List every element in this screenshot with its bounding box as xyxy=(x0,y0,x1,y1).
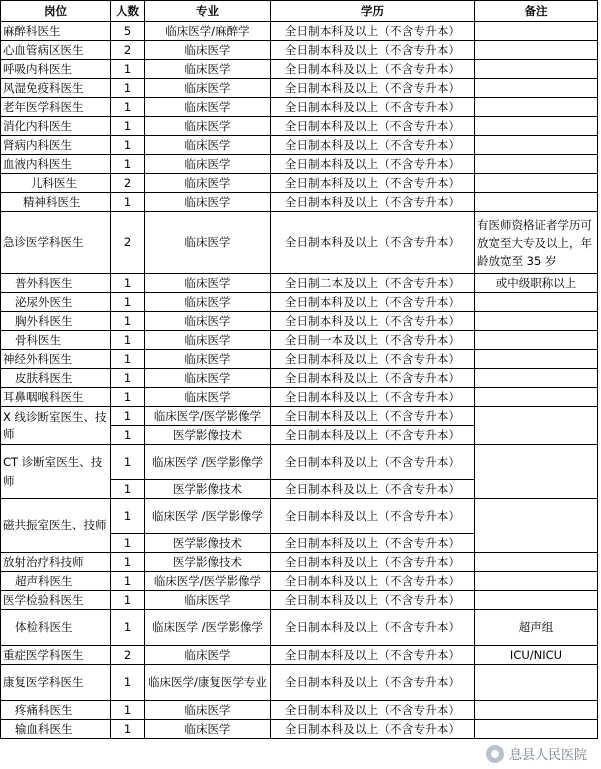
edu-cell: 全日制本科及以上（不含专升本） xyxy=(271,572,475,591)
note-cell xyxy=(475,407,598,445)
table-row xyxy=(1,572,598,591)
note-cell xyxy=(475,369,598,388)
note-cell xyxy=(475,350,598,369)
table-row xyxy=(1,155,598,174)
major-cell: 临床医学 xyxy=(145,193,271,212)
note-cell: ICU/NICU xyxy=(475,646,598,665)
edu-cell: 全日制本科及以上（不含专升本） xyxy=(271,22,475,41)
num-cell: 2 xyxy=(111,212,145,274)
edu-cell: 全日制本科及以上（不含专升本） xyxy=(271,60,475,79)
edu-cell: 全日制本科及以上（不含专升本） xyxy=(271,646,475,665)
table-row xyxy=(1,98,598,117)
major-cell: 临床医学/康复医学专业 xyxy=(145,665,271,701)
major-cell: 临床医学 xyxy=(145,79,271,98)
table-row xyxy=(1,445,598,480)
note-cell xyxy=(475,553,598,572)
major-cell: 临床医学 xyxy=(145,155,271,174)
table-row xyxy=(1,553,598,572)
table-row xyxy=(1,136,598,155)
table-row xyxy=(1,293,598,312)
num-cell: 1 xyxy=(111,534,145,553)
edu-cell: 全日制本科及以上（不含专升本） xyxy=(271,41,475,60)
post-cell: 精神科医生 xyxy=(1,193,111,212)
edu-cell: 全日制本科及以上（不含专升本） xyxy=(271,388,475,407)
num-cell: 1 xyxy=(111,499,145,534)
post-cell: 疼痛科医生 xyxy=(1,701,111,720)
note-cell xyxy=(475,79,598,98)
table-row xyxy=(1,591,598,610)
table-row xyxy=(1,646,598,665)
num-cell: 1 xyxy=(111,193,145,212)
wechat-account-icon xyxy=(486,745,504,763)
num-cell: 1 xyxy=(111,665,145,701)
post-cell: 呼吸内科医生 xyxy=(1,60,111,79)
edu-cell: 全日制本科及以上（不含专升本） xyxy=(271,445,475,480)
post-cell: 普外科医生 xyxy=(1,274,111,293)
major-cell: 临床医学 /医学影像学 xyxy=(145,499,271,534)
num-cell: 1 xyxy=(111,369,145,388)
edu-cell: 全日制本科及以上（不含专升本） xyxy=(271,212,475,274)
note-cell xyxy=(475,665,598,701)
note-cell: 或中级职称以上 xyxy=(475,274,598,293)
table-row xyxy=(1,193,598,212)
header-row xyxy=(1,1,598,22)
note-cell xyxy=(475,499,598,553)
table-row xyxy=(1,499,598,534)
table-row xyxy=(1,388,598,407)
edu-cell: 全日制本科及以上（不含专升本） xyxy=(271,553,475,572)
major-cell: 临床医学 xyxy=(145,174,271,193)
post-cell: 皮肤科医生 xyxy=(1,369,111,388)
post-cell: 风湿免疫科医生 xyxy=(1,79,111,98)
edu-cell: 全日制本科及以上（不含专升本） xyxy=(271,534,475,553)
num-cell: 1 xyxy=(111,331,145,350)
table-row xyxy=(1,312,598,331)
note-cell xyxy=(475,388,598,407)
table-row xyxy=(1,407,598,426)
edu-cell: 全日制本科及以上（不含专升本） xyxy=(271,426,475,445)
note-cell: 有医师资格证者学历可放宽至大专及以上，年龄放宽至 35 岁 xyxy=(475,212,598,274)
major-cell: 医学影像技术 xyxy=(145,553,271,572)
post-cell: 急诊医学科医生 xyxy=(1,212,111,274)
major-cell: 医学影像技术 xyxy=(145,426,271,445)
edu-cell: 全日制本科及以上（不含专升本） xyxy=(271,79,475,98)
post-cell: 耳鼻咽喉科医生 xyxy=(1,388,111,407)
major-cell: 临床医学 xyxy=(145,212,271,274)
post-cell: 心血管病区医生 xyxy=(1,41,111,60)
table-row xyxy=(1,212,598,274)
major-cell: 临床医学 xyxy=(145,98,271,117)
note-cell xyxy=(475,60,598,79)
major-cell: 临床医学 xyxy=(145,60,271,79)
num-cell: 2 xyxy=(111,41,145,60)
table-row xyxy=(1,41,598,60)
num-cell: 1 xyxy=(111,407,145,426)
edu-cell: 全日制本科及以上（不含专升本） xyxy=(271,174,475,193)
watermark-text: 息县人民医院 xyxy=(508,748,587,763)
post-cell: 磁共振室医生、技师 xyxy=(1,499,111,553)
header-edu: 学历 xyxy=(271,1,475,22)
watermark xyxy=(486,744,587,763)
note-cell xyxy=(475,41,598,60)
num-cell: 1 xyxy=(111,350,145,369)
edu-cell: 全日制本科及以上（不含专升本） xyxy=(271,98,475,117)
num-cell: 1 xyxy=(111,553,145,572)
post-cell: 超声科医生 xyxy=(1,572,111,591)
major-cell: 临床医学 xyxy=(145,274,271,293)
major-cell: 临床医学 /医学影像学 xyxy=(145,610,271,646)
post-cell: 麻醉科医生 xyxy=(1,22,111,41)
table-row xyxy=(1,60,598,79)
num-cell: 1 xyxy=(111,155,145,174)
edu-cell: 全日制本科及以上（不含专升本） xyxy=(271,480,475,499)
num-cell: 1 xyxy=(111,445,145,480)
num-cell: 2 xyxy=(111,174,145,193)
num-cell: 1 xyxy=(111,274,145,293)
edu-cell: 全日制本科及以上（不含专升本） xyxy=(271,591,475,610)
edu-cell: 全日制本科及以上（不含专升本） xyxy=(271,193,475,212)
header-num: 人数 xyxy=(111,1,145,22)
edu-cell: 全日制本科及以上（不含专升本） xyxy=(271,117,475,136)
major-cell: 临床医学 xyxy=(145,646,271,665)
table-row xyxy=(1,331,598,350)
major-cell: 医学影像技术 xyxy=(145,480,271,499)
post-cell: 医学检验科医生 xyxy=(1,591,111,610)
num-cell: 1 xyxy=(111,591,145,610)
major-cell: 临床医学 xyxy=(145,720,271,739)
num-cell: 1 xyxy=(111,117,145,136)
major-cell: 临床医学 xyxy=(145,293,271,312)
num-cell: 1 xyxy=(111,572,145,591)
header-major: 专业 xyxy=(145,1,271,22)
note-cell xyxy=(475,591,598,610)
edu-cell: 全日制本科及以上（不含专升本） xyxy=(271,369,475,388)
num-cell: 2 xyxy=(111,646,145,665)
edu-cell: 全日制本科及以上（不含专升本） xyxy=(271,155,475,174)
major-cell: 临床医学/麻醉学 xyxy=(145,22,271,41)
table-row xyxy=(1,79,598,98)
edu-cell: 全日制二本及以上（不含专升本） xyxy=(271,274,475,293)
num-cell: 1 xyxy=(111,720,145,739)
note-cell xyxy=(475,174,598,193)
post-cell: 体检科医生 xyxy=(1,610,111,646)
table-row xyxy=(1,350,598,369)
note-cell xyxy=(475,22,598,41)
table-row xyxy=(1,117,598,136)
major-cell: 临床医学/医学影像学 xyxy=(145,407,271,426)
note-cell xyxy=(475,293,598,312)
post-cell: 康复医学科医生 xyxy=(1,665,111,701)
major-cell: 临床医学 xyxy=(145,388,271,407)
post-cell: 放射治疗科技师 xyxy=(1,553,111,572)
note-cell xyxy=(475,572,598,591)
major-cell: 临床医学 xyxy=(145,136,271,155)
num-cell: 1 xyxy=(111,98,145,117)
table-row xyxy=(1,369,598,388)
post-cell: 泌尿外医生 xyxy=(1,293,111,312)
major-cell: 临床医学 xyxy=(145,701,271,720)
num-cell: 5 xyxy=(111,22,145,41)
post-cell: 胸外科医生 xyxy=(1,312,111,331)
post-cell: 血液内科医生 xyxy=(1,155,111,174)
edu-cell: 全日制本科及以上（不含专升本） xyxy=(271,293,475,312)
note-cell xyxy=(475,193,598,212)
note-cell xyxy=(475,136,598,155)
major-cell: 临床医学/医学影像学 xyxy=(145,572,271,591)
post-cell: 神经外科医生 xyxy=(1,350,111,369)
edu-cell: 全日制本科及以上（不含专升本） xyxy=(271,407,475,426)
post-cell: 老年医学科医生 xyxy=(1,98,111,117)
post-cell: 肾病内科医生 xyxy=(1,136,111,155)
post-cell: X 线诊断室医生、技师 xyxy=(1,407,111,445)
num-cell: 1 xyxy=(111,79,145,98)
note-cell xyxy=(475,155,598,174)
table-row xyxy=(1,274,598,293)
edu-cell: 全日制本科及以上（不含专升本） xyxy=(271,312,475,331)
major-cell: 临床医学 /医学影像学 xyxy=(145,445,271,480)
edu-cell: 全日制一本及以上（不含专升本） xyxy=(271,331,475,350)
num-cell: 1 xyxy=(111,701,145,720)
major-cell: 临床医学 xyxy=(145,591,271,610)
edu-cell: 全日制本科及以上（不含专升本） xyxy=(271,720,475,739)
num-cell: 1 xyxy=(111,610,145,646)
post-cell: 骨科医生 xyxy=(1,331,111,350)
note-cell xyxy=(475,98,598,117)
major-cell: 临床医学 xyxy=(145,369,271,388)
major-cell: 临床医学 xyxy=(145,331,271,350)
major-cell: 临床医学 xyxy=(145,350,271,369)
table-row xyxy=(1,665,598,701)
num-cell: 1 xyxy=(111,388,145,407)
post-cell: 消化内科医生 xyxy=(1,117,111,136)
post-cell: 输血科医生 xyxy=(1,720,111,739)
table-row xyxy=(1,610,598,646)
edu-cell: 全日制本科及以上（不含专升本） xyxy=(271,665,475,701)
note-cell xyxy=(475,331,598,350)
major-cell: 医学影像技术 xyxy=(145,534,271,553)
num-cell: 1 xyxy=(111,312,145,331)
header-post: 岗位 xyxy=(1,1,111,22)
post-cell: CT 诊断室医生、技师 xyxy=(1,445,111,499)
post-cell: 儿科医生 xyxy=(1,174,111,193)
major-cell: 临床医学 xyxy=(145,117,271,136)
num-cell: 1 xyxy=(111,60,145,79)
num-cell: 1 xyxy=(111,136,145,155)
post-cell: 重症医学科医生 xyxy=(1,646,111,665)
edu-cell: 全日制本科及以上（不含专升本） xyxy=(271,499,475,534)
major-cell: 临床医学 xyxy=(145,41,271,60)
table-row xyxy=(1,22,598,41)
note-cell xyxy=(475,445,598,499)
note-cell: 超声组 xyxy=(475,610,598,646)
note-cell xyxy=(475,720,598,739)
note-cell xyxy=(475,312,598,331)
table-row xyxy=(1,720,598,739)
note-cell xyxy=(475,117,598,136)
edu-cell: 全日制本科及以上（不含专升本） xyxy=(271,136,475,155)
header-note: 备注 xyxy=(475,1,598,22)
table-row xyxy=(1,701,598,720)
note-cell xyxy=(475,701,598,720)
num-cell: 1 xyxy=(111,480,145,499)
num-cell: 1 xyxy=(111,426,145,445)
num-cell: 1 xyxy=(111,293,145,312)
edu-cell: 全日制本科及以上（不含专升本） xyxy=(271,350,475,369)
major-cell: 临床医学 xyxy=(145,312,271,331)
table-row xyxy=(1,174,598,193)
edu-cell: 全日制本科及以上（不含专升本） xyxy=(271,701,475,720)
edu-cell: 全日制本科及以上（不含专升本） xyxy=(271,610,475,646)
